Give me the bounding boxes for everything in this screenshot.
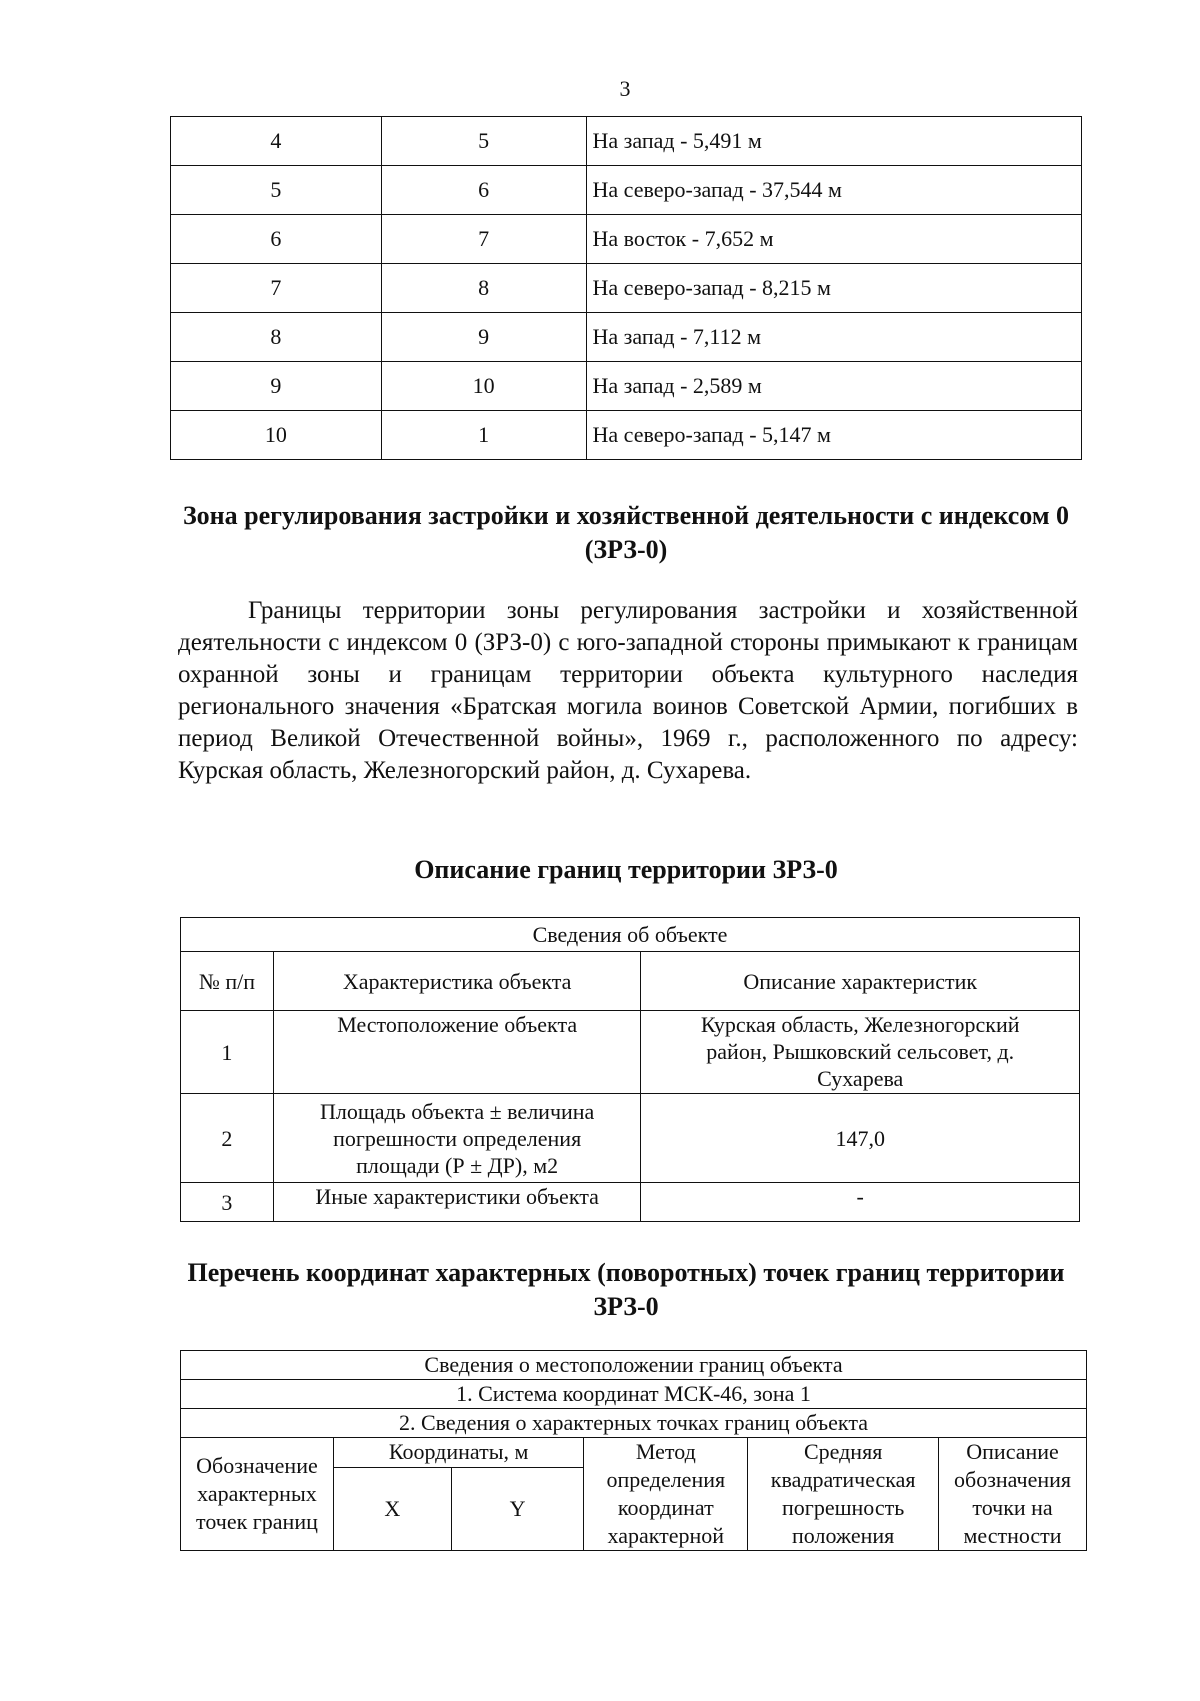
direction-distance: На восток - 7,652 м (586, 215, 1081, 264)
row-name: Местоположение объекта (273, 1011, 641, 1094)
table-row (181, 1094, 1080, 1183)
from-point: 9 (171, 362, 382, 411)
header-description: Описание обозначения точки на местности (939, 1438, 1087, 1551)
row-name: Площадь объекта ± величина погрешности определения площади (Р ± ДР), м2 (273, 1094, 641, 1183)
to-point: 6 (381, 166, 586, 215)
coordinates-table (180, 1350, 1087, 1551)
header-designation: Обозначение характерных точек границ (181, 1438, 334, 1551)
table-row (171, 313, 1082, 362)
direction-distance: На запад - 7,112 м (586, 313, 1081, 362)
page-number: 3 (619, 76, 631, 101)
from-point: 10 (171, 411, 382, 460)
to-point: 7 (381, 215, 586, 264)
table-caption: Сведения об объекте (181, 918, 1080, 952)
direction-distance: На северо-запад - 5,147 м (586, 411, 1081, 460)
caption-coordinate-system: 1. Система координат МСК-46, зона 1 (181, 1380, 1087, 1409)
boundary-description-heading: Описание границ территории ЗРЗ-0 (414, 855, 838, 884)
to-point: 1 (381, 411, 586, 460)
table-row (181, 1011, 1080, 1094)
header-coordinates: Координаты, м (333, 1438, 584, 1468)
coordinates-heading: Перечень координат характерных (поворотных) точек границ территории ЗРЗ-0 (187, 1258, 1065, 1321)
direction-distance: На северо-запад - 37,544 м (586, 166, 1081, 215)
from-point: 6 (171, 215, 382, 264)
header-x: X (333, 1467, 451, 1550)
table-row (171, 166, 1082, 215)
to-point: 9 (381, 313, 586, 362)
caption-points: 2. Сведения о характерных точках границ объекта (181, 1409, 1087, 1438)
row-value: 147,0 (641, 1094, 1080, 1183)
row-number: 1 (181, 1011, 274, 1094)
row-number: 2 (181, 1094, 274, 1183)
zrz-paragraph: Границы территории зоны регулирования застройки и хозяйственной деятельности с индексом 0 (ЗРЗ-0) с юго-западной стороны примыкают к границам охранной зоны и границам территории объекта культурного наследия регионального значения «Братская могила воинов Советской Армии, погибших в период Великой Отечественной войны», 1969 г., расположенного по адресу: Курская область, Железногорский район, д. Сухарева. (178, 597, 1078, 784)
row-value: - (641, 1183, 1080, 1222)
header-characteristic: Характеристика объекта (273, 952, 641, 1011)
from-point: 4 (171, 117, 382, 166)
table-caption-row (181, 918, 1080, 952)
table-header-row (181, 952, 1080, 1011)
to-point: 5 (381, 117, 586, 166)
route-table (170, 116, 1082, 460)
row-number: 3 (181, 1183, 274, 1222)
header-description: Описание характеристик (641, 952, 1080, 1011)
table-row (171, 411, 1082, 460)
table-row (171, 264, 1082, 313)
table-row (171, 215, 1082, 264)
caption-location: Сведения о местоположении границ объекта (181, 1351, 1087, 1380)
table-row (181, 1183, 1080, 1222)
header-y: Y (451, 1467, 584, 1550)
from-point: 8 (171, 313, 382, 362)
from-point: 7 (171, 264, 382, 313)
zrz-heading: Зона регулирования застройки и хозяйственной деятельности с индексом 0 (ЗРЗ-0) (182, 501, 1070, 564)
table-row (171, 362, 1082, 411)
object-info-table (180, 917, 1080, 1222)
row-name: Иные характеристики объекта (273, 1183, 641, 1222)
direction-distance: На северо-запад - 8,215 м (586, 264, 1081, 313)
table-row (171, 117, 1082, 166)
from-point: 5 (171, 166, 382, 215)
to-point: 8 (381, 264, 586, 313)
direction-distance: На запад - 2,589 м (586, 362, 1081, 411)
to-point: 10 (381, 362, 586, 411)
header-number: № п/п (181, 952, 274, 1011)
header-error: Средняя квадратическая погрешность положения (748, 1438, 939, 1551)
row-value: Курская область, Железногорский район, Рышковский сельсовет, д. Сухарева (641, 1011, 1080, 1094)
header-method: Метод определения координат характерной (584, 1438, 748, 1551)
direction-distance: На запад - 5,491 м (586, 117, 1081, 166)
